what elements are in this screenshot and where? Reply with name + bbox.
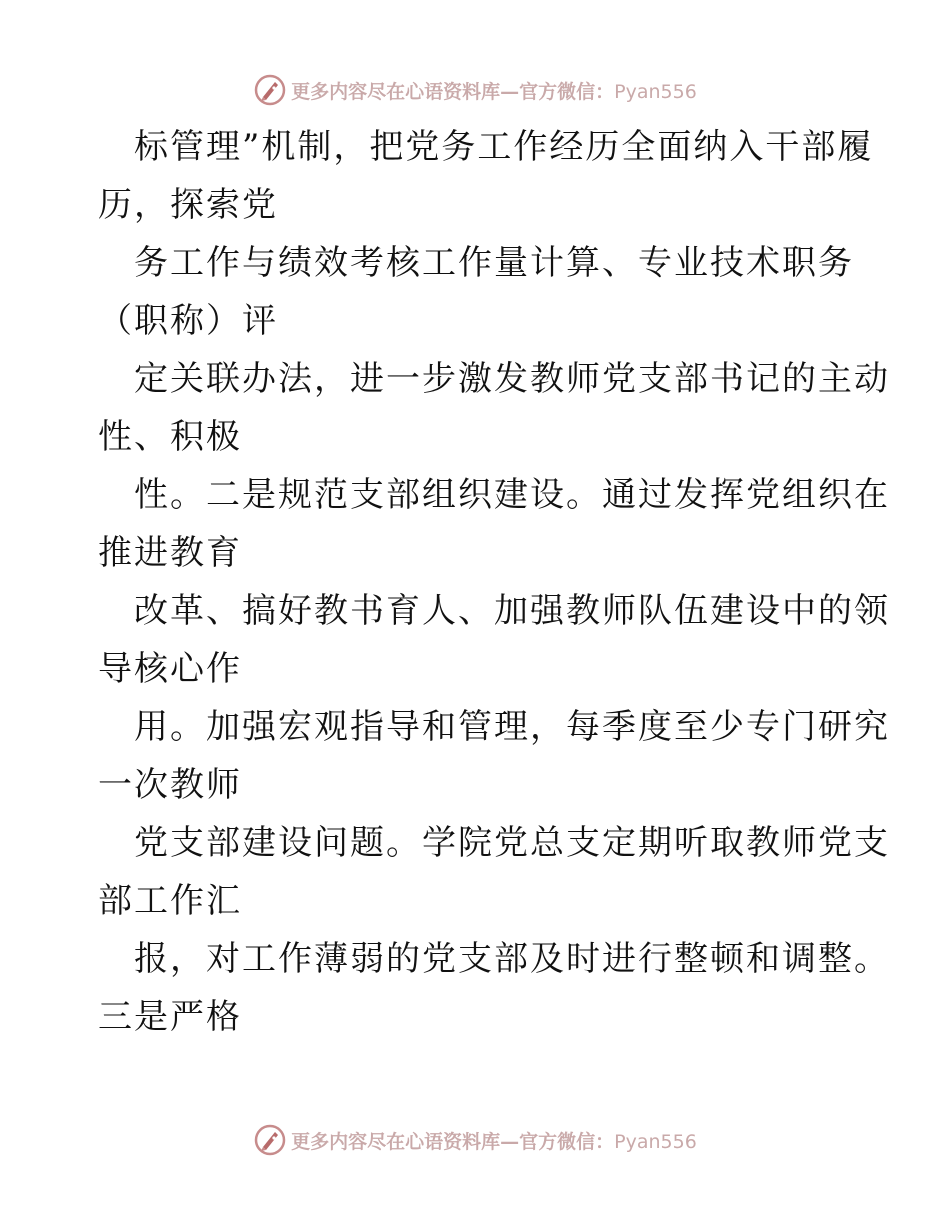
body-line: 历，探索党 — [98, 185, 278, 225]
footer-banner — [0, 1120, 950, 1160]
body-line: 部工作汇 — [98, 881, 242, 921]
body-line: 报，对工作薄弱的党支部及时进行整顿和调整。 — [134, 939, 890, 979]
header-banner — [0, 70, 950, 110]
footer-banner-text — [291, 1127, 697, 1154]
header-banner-text — [291, 77, 697, 104]
footer-text: 更多内容尽在心语资料库—官方微信： — [291, 1130, 615, 1153]
body-line: 推进教育 — [98, 533, 242, 573]
body-line: 改革、搞好教书育人、加强教师队伍建设中的领 — [134, 591, 890, 631]
body-line: 导核心作 — [98, 649, 242, 689]
body-line: 用。加强宏观指导和管理，每季度至少专门研究 — [134, 707, 890, 747]
body-line: 一次教师 — [98, 765, 242, 805]
pen-nib-circle-icon — [253, 73, 287, 107]
header-text: 更多内容尽在心语资料库—官方微信： — [291, 80, 615, 103]
body-line: 性。二是规范支部组织建设。通过发挥党组织在 — [134, 475, 890, 515]
body-line: 标管理”机制，把党务工作经历全面纳入干部履 — [134, 127, 874, 167]
header-wechat-id: Pyan556 — [614, 80, 697, 103]
body-line: 务工作与绩效考核工作量计算、专业技术职务 — [134, 243, 854, 283]
body-line: 三是严格 — [98, 997, 242, 1037]
body-line: 性、积极 — [98, 417, 242, 457]
document-body — [98, 118, 890, 1046]
body-line: 党支部建设问题。学院党总支定期听取教师党支 — [134, 823, 890, 863]
footer-wechat-id: Pyan556 — [614, 1130, 697, 1153]
body-line: （职称）评 — [98, 301, 278, 341]
pen-nib-circle-icon — [253, 1123, 287, 1157]
body-line: 定关联办法，进一步激发教师党支部书记的主动 — [134, 359, 890, 399]
